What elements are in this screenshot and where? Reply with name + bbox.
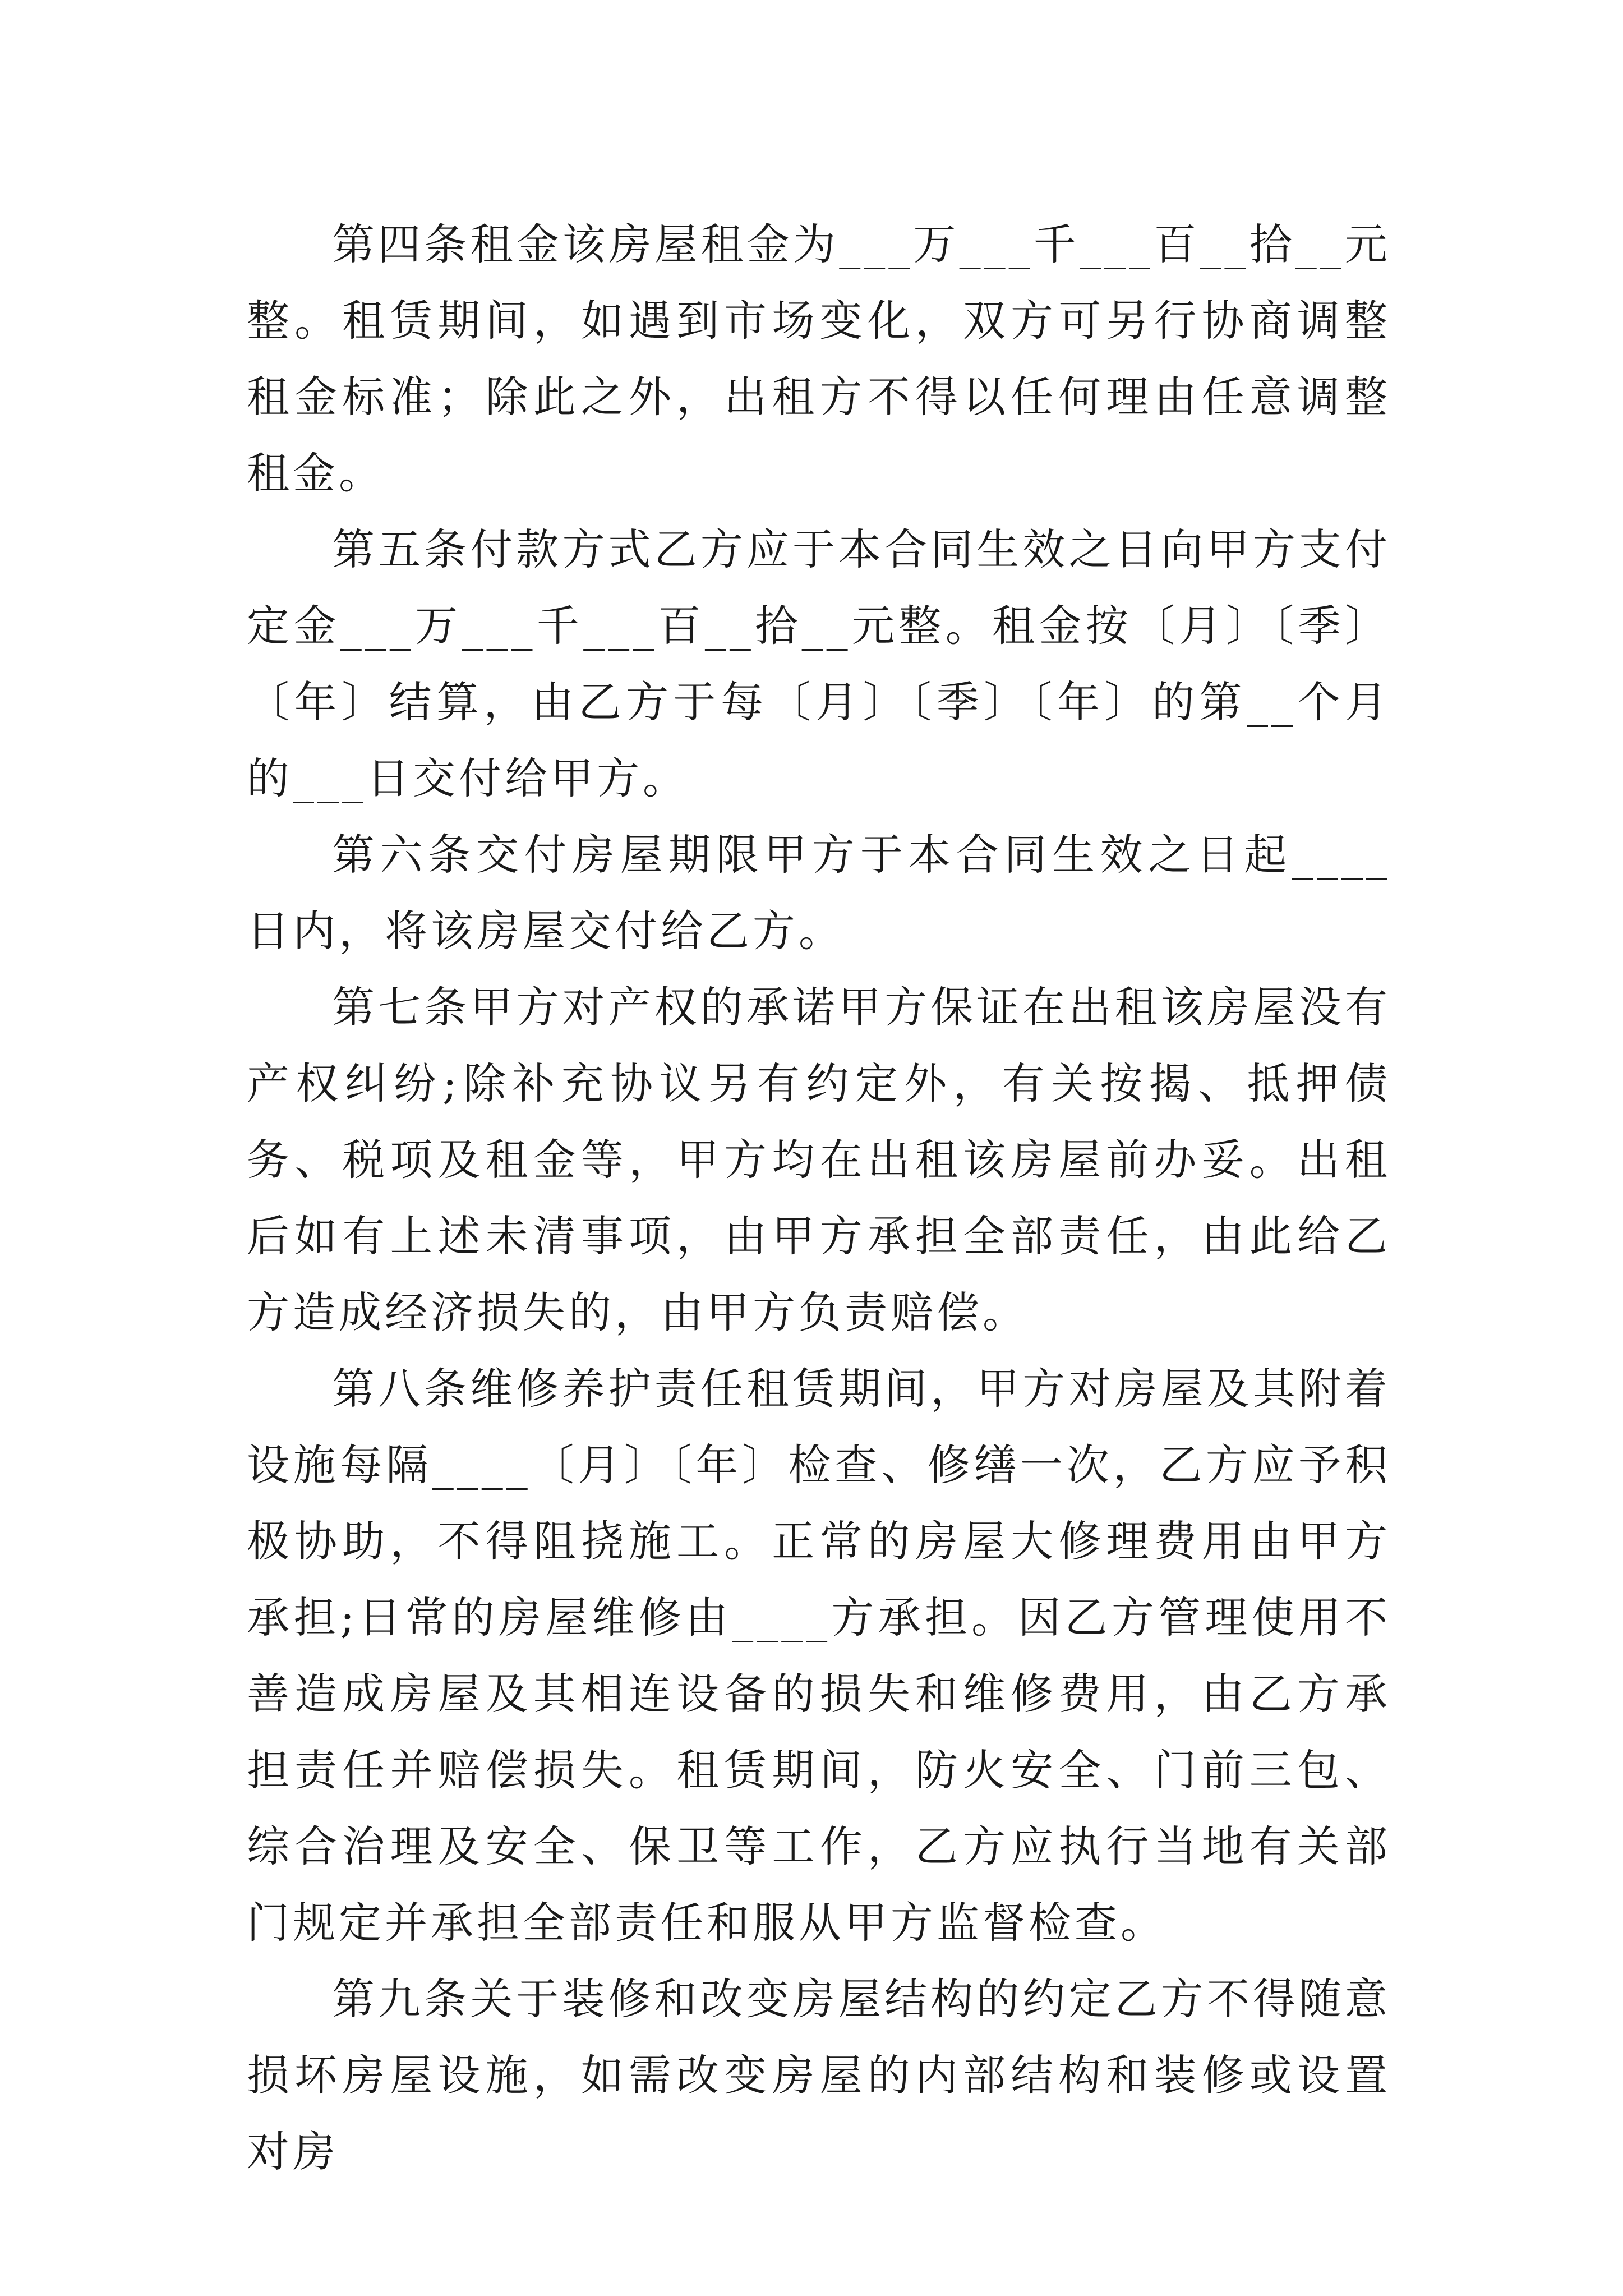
article-4-rent: 第四条租金该房屋租金为___万___千___百__拾__元整。租赁期间，如遇到市场变化，双方可另行协商调整租金标准；除此之外，出租方不得以任何理由任意调整租金。: [247, 219, 1391, 498]
contract-body: [247, 206, 1391, 2190]
article-9-renovation: 第九条关于装修和改变房屋结构的约定乙方不得随意损坏房屋设施，如需改变房屋的内部结构和装修或设置对房: [247, 1974, 1391, 2177]
article-8-maintenance: 第八条维修养护责任租赁期间，甲方对房屋及其附着设施每隔____〔月〕〔年〕检查、修缮一次，乙方应予积极协助，不得阻挠施工。正常的房屋大修理费用由甲方承担;日常的房屋维修由____方承担。因乙方管理使用不善造成房屋及其相连设备的损失和维修费用，由乙方承担责任并赔偿损失。租赁期间，防火安全、门前三包、综合治理及安全、保卫等工作，乙方应执行当地有关部门规定并承担全部责任和服从甲方监督检查。: [247, 1364, 1391, 1948]
article-5-payment: 第五条付款方式乙方应于本合同生效之日向甲方支付定金___万___千___百__拾__元整。租金按〔月〕〔季〕〔年〕结算，由乙方于每〔月〕〔季〕〔年〕的第__个月的___日交付给甲方。: [247, 524, 1391, 803]
article-7-property-rights: 第七条甲方对产权的承诺甲方保证在出租该房屋没有产权纠纷;除补充协议另有约定外，有关按揭、抵押债务、税项及租金等，甲方均在出租该房屋前办妥。出租后如有上述未清事项，由甲方承担全部责任，由此给乙方造成经济损失的，由甲方负责赔偿。: [247, 982, 1391, 1337]
article-6-delivery: 第六条交付房屋期限甲方于本合同生效之日起____日内，将该房屋交付给乙方。: [247, 830, 1391, 956]
